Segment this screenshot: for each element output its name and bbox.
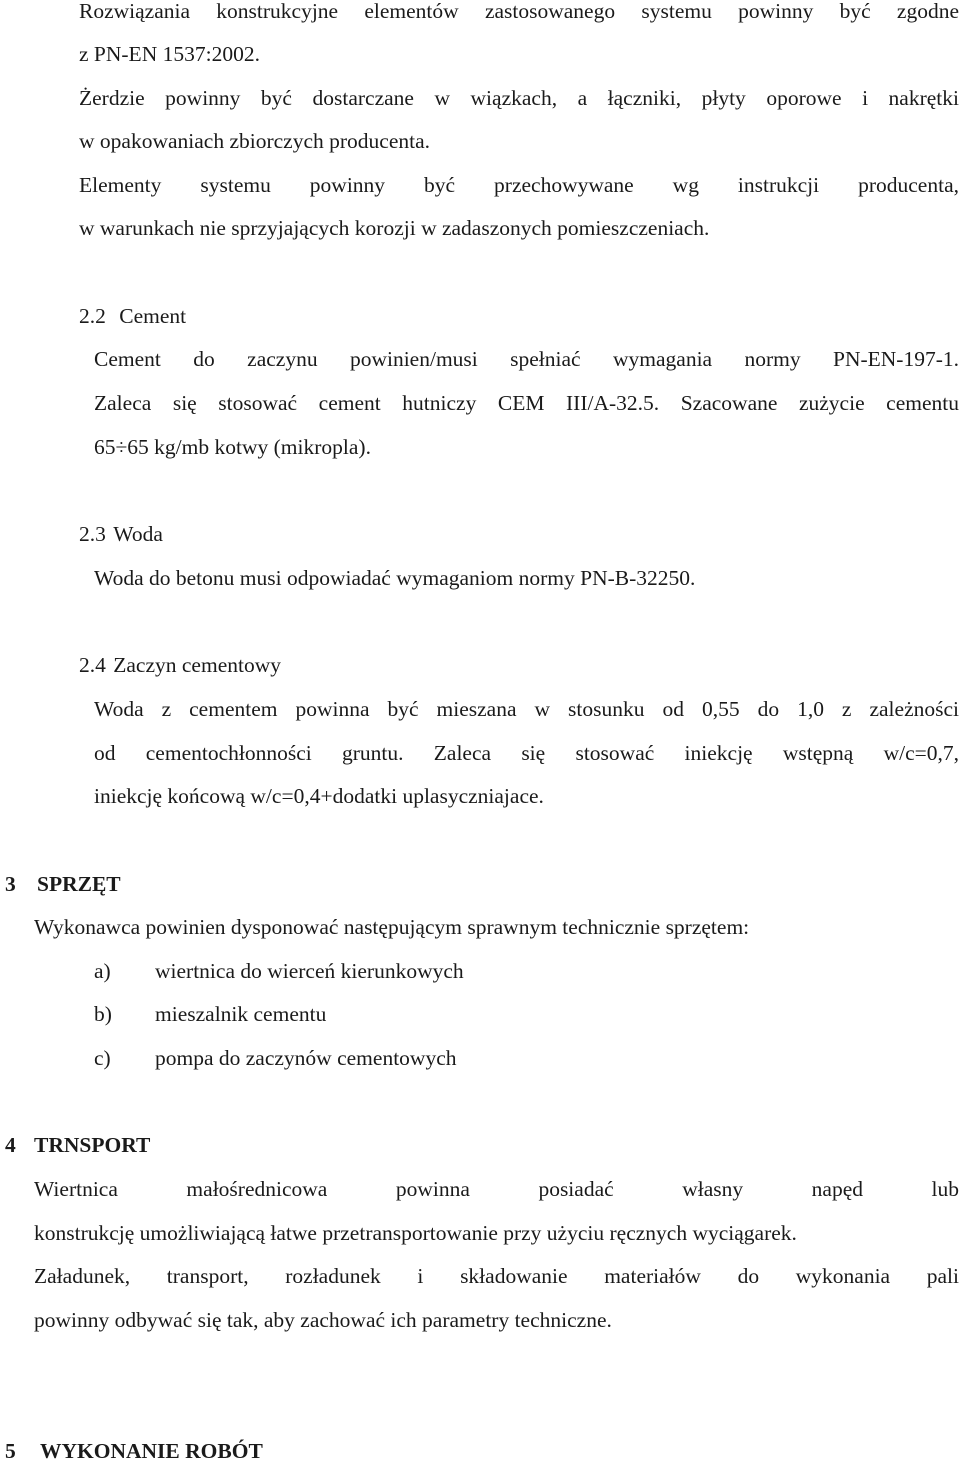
- transport-line-4: powinny odbywać się tak, aby zachować ich parametry techniczne.: [34, 1308, 612, 1332]
- list-item-text: mieszalnik cementu: [155, 1002, 327, 1026]
- section-title: Zaczyn cementowy: [113, 653, 281, 677]
- section-number: 2.3: [79, 522, 106, 546]
- list-marker: a): [94, 959, 111, 983]
- section-title: SPRZĘT: [37, 872, 121, 896]
- cement-line-3: 65÷65 kg/mb kotwy (mikropla).: [94, 435, 371, 459]
- grout-line-2: od cementochłonności gruntu. Zaleca się stosować iniekcję wstępną w/c=0,7,: [94, 741, 959, 765]
- intro-line-5: Elementy systemu powinny być przechowywane wg instrukcji producenta,: [79, 173, 959, 197]
- section-2-4-heading: [79, 652, 281, 678]
- section-number: 2.4: [79, 653, 106, 677]
- intro-line-3: Żerdzie powinny być dostarczane w wiązkach, a łączniki, płyty oporowe i nakrętki: [79, 86, 959, 110]
- cement-line-1: Cement do zaczynu powinien/musi spełniać wymagania normy PN-EN-197-1.: [94, 347, 959, 371]
- section-title: Cement: [119, 304, 187, 328]
- list-item-text: pompa do zaczynów cementowych: [155, 1046, 457, 1070]
- section-3-heading: [5, 871, 121, 897]
- list-item-text: wiertnica do wierceń kierunkowych: [155, 959, 464, 983]
- list-item: [94, 1045, 457, 1071]
- list-item: [94, 958, 464, 984]
- section-number: 3: [5, 872, 16, 896]
- section-4-heading: [5, 1132, 151, 1158]
- cement-line-2: Zaleca się stosować cement hutniczy CEM III/A-32.5. Szacowane zużycie cementu: [94, 391, 959, 415]
- intro-line-6: w warunkach nie sprzyjających korozji w zadaszonych pomieszczeniach.: [79, 216, 710, 240]
- section-number: 5: [5, 1439, 16, 1463]
- grout-line-1: Woda z cementem powinna być mieszana w stosunku od 0,55 do 1,0 z zależności: [94, 697, 959, 721]
- water-line-1: Woda do betonu musi odpowiadać wymaganiom normy PN-B-32250.: [94, 566, 696, 590]
- section-5-heading: [5, 1438, 263, 1464]
- section-number: 4: [5, 1133, 16, 1157]
- intro-line-4: w opakowaniach zbiorczych producenta.: [79, 129, 431, 153]
- section-title: Woda: [113, 522, 163, 546]
- section-title: WYKONANIE ROBÓT: [40, 1439, 263, 1463]
- intro-line-1: Rozwiązania konstrukcyjne elementów zastosowanego systemu powinny być zgodne: [79, 0, 959, 23]
- section-2-3-heading: [79, 521, 163, 547]
- transport-line-2: konstrukcję umożliwiającą łatwe przetransportowanie przy użyciu ręcznych wyciągarek.: [34, 1221, 797, 1245]
- list-marker: b): [94, 1002, 112, 1026]
- section-title: TRNSPORT: [34, 1133, 151, 1157]
- section-2-2-heading: [79, 303, 186, 329]
- intro-line-2: z PN-EN 1537:2002.: [79, 42, 260, 66]
- section-number: 2.2: [79, 304, 106, 328]
- transport-line-1: Wiertnica małośrednicowa powinna posiadać własny napęd lub: [34, 1177, 959, 1201]
- equipment-intro: Wykonawca powinien dysponować następującym sprawnym technicznie sprzętem:: [34, 915, 750, 939]
- transport-line-3: Załadunek, transport, rozładunek i składowanie materiałów do wykonania pali: [34, 1264, 959, 1288]
- list-item: [94, 1001, 327, 1027]
- list-marker: c): [94, 1046, 111, 1070]
- grout-line-3: iniekcję końcową w/c=0,4+dodatki uplasyczniajace.: [94, 784, 544, 808]
